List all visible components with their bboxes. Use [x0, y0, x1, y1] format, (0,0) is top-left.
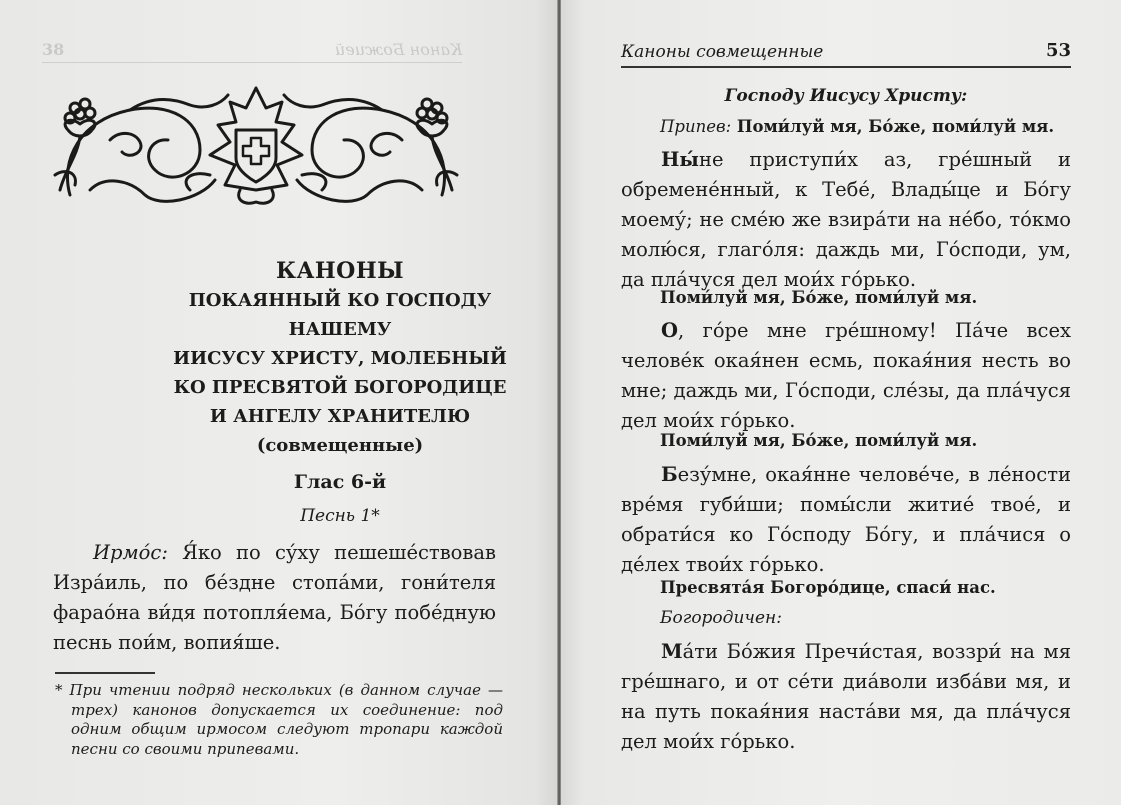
theotokion-label: Богородичен:: [660, 608, 782, 628]
irmos-label: Ирмо́с:: [93, 541, 168, 564]
refrain: Поми́луй мя, Бо́же, поми́луй мя.: [660, 431, 978, 450]
theotokion-initial: М: [661, 640, 683, 663]
refrain-text: Поми́луй мя, Бо́же, поми́луй мя.: [736, 117, 1055, 136]
ode-heading: Песнь 1*: [300, 506, 380, 526]
refrain-label: Припев:: [660, 117, 732, 136]
refrain: Пресвята́я Богоро́дице, спаси́ нас.: [660, 578, 996, 597]
footnote-marker: *: [55, 681, 63, 699]
subheading: Господу Иисусу Христу:: [724, 86, 968, 106]
ghost-title: Канон Божией: [334, 40, 462, 59]
left-page: [0, 0, 557, 805]
footnote-text: При чтении подряд нескольких (в данном случае — трех) канонов допускается их соединение: под одним общим ирмосом следуют тропари каждой песни со своими припевами.: [69, 681, 503, 758]
footnote-divider: [55, 672, 155, 674]
page-number: 53: [1045, 40, 1071, 61]
section-title: [150, 256, 530, 461]
title-parenthetical: (совмещенные): [256, 435, 424, 456]
troparion: [621, 460, 1071, 580]
floral-ornament-icon: [50, 80, 462, 208]
troparion: [621, 145, 1071, 295]
ghost-page-number: 38: [42, 40, 65, 59]
troparion-text: не приступи́х аз, гре́шный и обремене́нный, к Тебе́, Влады́це и Бо́гу моему́; не сме́ю же взира́ти на не́бо, то́кмо молю́ся, глаго́ля: даждь ми, Го́споди, ум, да пла́чуся дел мои́х го́рько.: [621, 148, 1071, 291]
theotokion-text: а́ти Бо́жия Пречи́стая, воззри́ на мя гре́шнаго, и от се́ти диа́воли изба́ви мя, и на путь покая́ния наста́ви мя, да пла́чуся дел мои́х го́рько.: [621, 640, 1071, 753]
troparion-initial: О: [661, 319, 678, 342]
title-main: КАНОНЫ: [275, 258, 405, 284]
title-line: ПОКАЯННЫЙ КО ГОСПОДУ НАШЕМУ: [188, 290, 492, 340]
title-line: КО ПРЕСВЯТОЙ БОГОРОДИЦЕ: [173, 377, 507, 398]
troparion-text: езу́мне, окая́нне челове́че, в ле́ности вре́мя губи́ши; помы́сли житие́ твое́, и обрати́ся ко Го́споду Бо́гу, и пла́чися о де́лех твои́х го́рько.: [621, 463, 1071, 576]
running-title: Каноны совмещенные: [621, 42, 824, 62]
running-header: [621, 40, 1071, 68]
show-through-header: [42, 40, 462, 63]
irmos-paragraph: [53, 538, 496, 658]
title-line: ИИСУСУ ХРИСТУ, МОЛЕБНЫЙ: [173, 348, 507, 369]
troparion: [621, 316, 1071, 436]
tone-heading: Глас 6-й: [293, 471, 387, 493]
irmos-text: Я́ко по су́ху пешеше́ствовав Изра́иль, по бе́здне стопа́ми, гони́теля фарао́на ви́дя потопля́ема, Бо́гу побе́дную песнь пои́м, вопия́ше.: [53, 541, 496, 654]
theotokion: [621, 637, 1071, 757]
refrain: Поми́луй мя, Бо́же, поми́луй мя.: [660, 288, 978, 307]
troparion-initial: Б: [661, 463, 678, 486]
troparion-text: , го́ре мне гре́шному! Па́че всех челове́к окая́нен есмь, покая́ния несть во мне; даждь ми, Го́споди, сле́зы, да пла́чуся дел мои́х го́рько.: [621, 319, 1071, 432]
refrain: [660, 117, 1054, 136]
troparion-initial: Ны́: [661, 148, 699, 171]
title-line: И АНГЕЛУ ХРАНИТЕЛЮ: [209, 406, 471, 427]
footnote: [55, 681, 503, 759]
